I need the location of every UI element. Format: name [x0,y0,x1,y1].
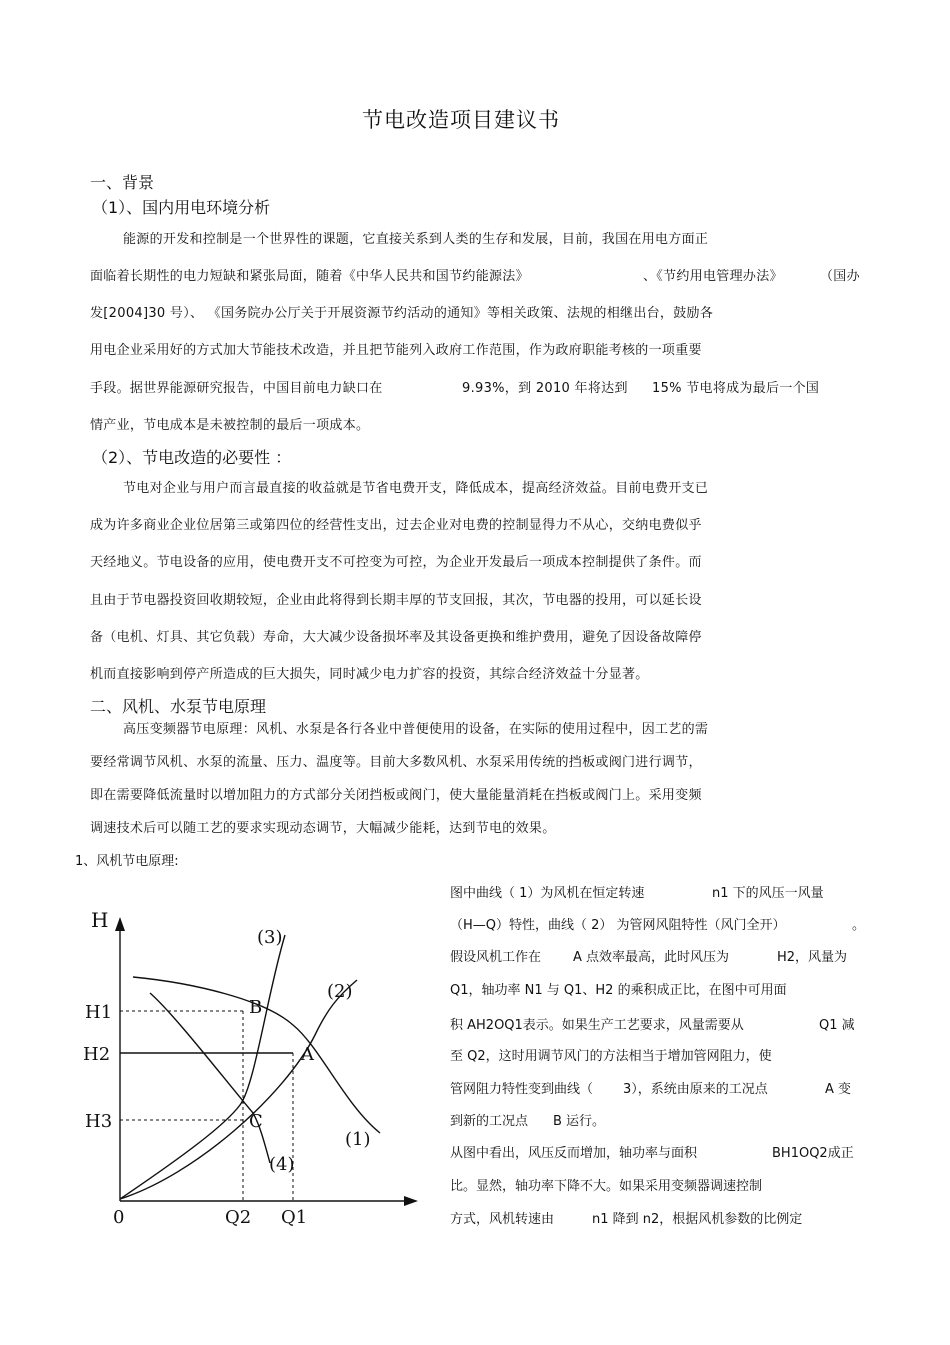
para1-line: 发[2004]30 号）、 《国务院办公厅关于开展资源节约活动的通知》等相关政策、法规的相继出台，鼓励各 [90,306,714,321]
tick-label-h2: H2 [83,1044,111,1065]
right-text: 至 Q2，这时用调节风门的方法相当于增加管网阻力，使 [450,1049,772,1064]
curve-label-2: (2) [327,981,353,1002]
section-heading-fan-pump: 二、风机、水泵节电原理 [90,697,267,716]
right-text: 管网阻力特性变到曲线（ [450,1082,594,1097]
curve-label-3: (3) [257,927,283,948]
para2-line: 备（电机、灯具、其它负载）寿命，大大减少设备损坏率及其设备更换和维护费用，避免了因设备故障停 [90,630,702,645]
para1-line: 情产业，节电成本是未被控制的最后一项成本。 [90,418,370,433]
right-text: B 运行。 [553,1114,606,1129]
fan-principle-heading: 1、风机节电原理: [75,854,179,869]
right-text: （H—Q）特性，曲线（ 2） 为管网风阻特性（风门全开） [450,918,786,933]
right-text: 到新的工况点 [450,1114,529,1129]
y-axis-arrow [115,917,125,931]
right-text: 3），系统由原来的工况点 [623,1082,768,1097]
para3-line: 调速技术后可以随工艺的要求实现动态调节，大幅减少能耗，达到节电的效果。 [90,821,556,836]
tick-label-h1: H1 [85,1002,113,1023]
right-text: Q1，轴功率 N1 与 Q1、H2 的乘积成正比，在图中可用面 [450,983,787,998]
curve-label-1: (1) [345,1129,371,1150]
right-text: Q1 减 [819,1018,855,1033]
para2-line: 成为许多商业企业位居第三或第四位的经营性支出，过去企业对电费的控制显得力不从心，交纳电费似乎 [90,518,702,533]
para1-line: （国办 [820,269,860,284]
para2-line: 天经地义。节电设备的应用，使电费开支不可控变为可控，为企业开发最后一项成本控制提供了条件。而 [90,555,702,570]
curve-4 [150,993,270,1163]
para2-line: 机而直接影响到停产所造成的巨大损失，同时减少电力扩容的投资，其综合经济效益十分显著。 [90,667,649,682]
para1-line: 、《节约用电管理办法》 [643,269,783,284]
para1-line: 手段。据世界能源研究报告，中国目前电力缺口在 [90,381,383,396]
right-text: A 点效率最高，此时风压为 [573,950,730,965]
subheading-domestic-environment: （1）、国内用电环境分析 [92,198,271,217]
para3-line: 高压变频器节电原理：风机、水泵是各行各业中普便使用的设备，在实际的使用过程中，因工艺的需 [123,722,709,737]
right-text: 。 [852,918,866,933]
point-label-c: C [249,1111,263,1132]
right-text: 方式，风机转速由 [450,1212,555,1227]
para1-line: 15% 节电将成为最后一个国 [652,381,820,396]
para1-line: 9.93%，到 2010 年将达到 [462,381,628,396]
para2-line: 且由于节电器投资回收期较短，企业由此将得到长期丰厚的节支回报，其次，节电器的投用，可以延长设 [90,593,702,608]
section-heading-background: 一、背景 [90,173,155,192]
point-label-a: A [301,1044,314,1065]
subheading-necessity: （2）、节电改造的必要性 ： [92,448,292,467]
tick-label-h3: H3 [85,1111,113,1132]
tick-label-q2: Q2 [225,1207,252,1228]
right-text: n1 降到 n2，根据风机参数的比例定 [592,1212,803,1227]
right-text: 图中曲线（ 1）为风机在恒定转速 [450,886,645,901]
tick-label-q1: Q1 [281,1207,308,1228]
curve-label-4: (4) [269,1154,295,1175]
x-axis-arrow [404,1196,418,1206]
para3-line: 即在需要降低流量时以增加阻力的方式部分关闭挡板或阀门，使大量能量消耗在挡板或阀门上。采用变频 [90,788,702,803]
right-text: 比。显然，轴功率下降不大。如果采用变频器调速控制 [450,1179,763,1194]
right-text: 假设风机工作在 [450,950,542,965]
fan-characteristic-chart [75,905,445,1240]
para2-line: 节电对企业与用户而言最直接的收益就是节省电费开支，降低成本，提高经济效益。目前电费开支已 [123,481,709,496]
right-text: H2，风量为 [777,950,848,965]
point-label-b: B [249,997,263,1018]
curve-2 [120,980,357,1199]
curve-3 [120,935,285,1199]
right-text: BH1OQ2成正 [772,1146,854,1161]
para1-line: 面临着长期性的电力短缺和紧张局面，随着《中华人民共和国节约能源法》 [90,269,529,284]
right-text: 积 AH2OQ1表示。如果生产工艺要求，风量需要从 [450,1018,744,1033]
right-text: A 变 [825,1082,852,1097]
para3-line: 要经常调节风机、水泵的流量、压力、温度等。目前大多数风机、水泵采用传统的挡板或阀门进行调节， [90,755,702,770]
right-text: n1 下的风压一风量 [712,886,824,901]
para1-line: 能源的开发和控制是一个世界性的课题，它直接关系到人类的生存和发展，目前，我国在用电方面正 [123,232,709,247]
origin-label: 0 [113,1207,125,1228]
right-text: 从图中看出，风压反而增加，轴功率与面积 [450,1146,698,1161]
y-axis-label: H [91,908,109,932]
para1-line: 用电企业采用好的方式加大节能技术改造，并且把节能列入政府工作范围，作为政府职能考核的一项重要 [90,343,702,358]
page-title: 节电改造项目建议书 [362,108,560,132]
